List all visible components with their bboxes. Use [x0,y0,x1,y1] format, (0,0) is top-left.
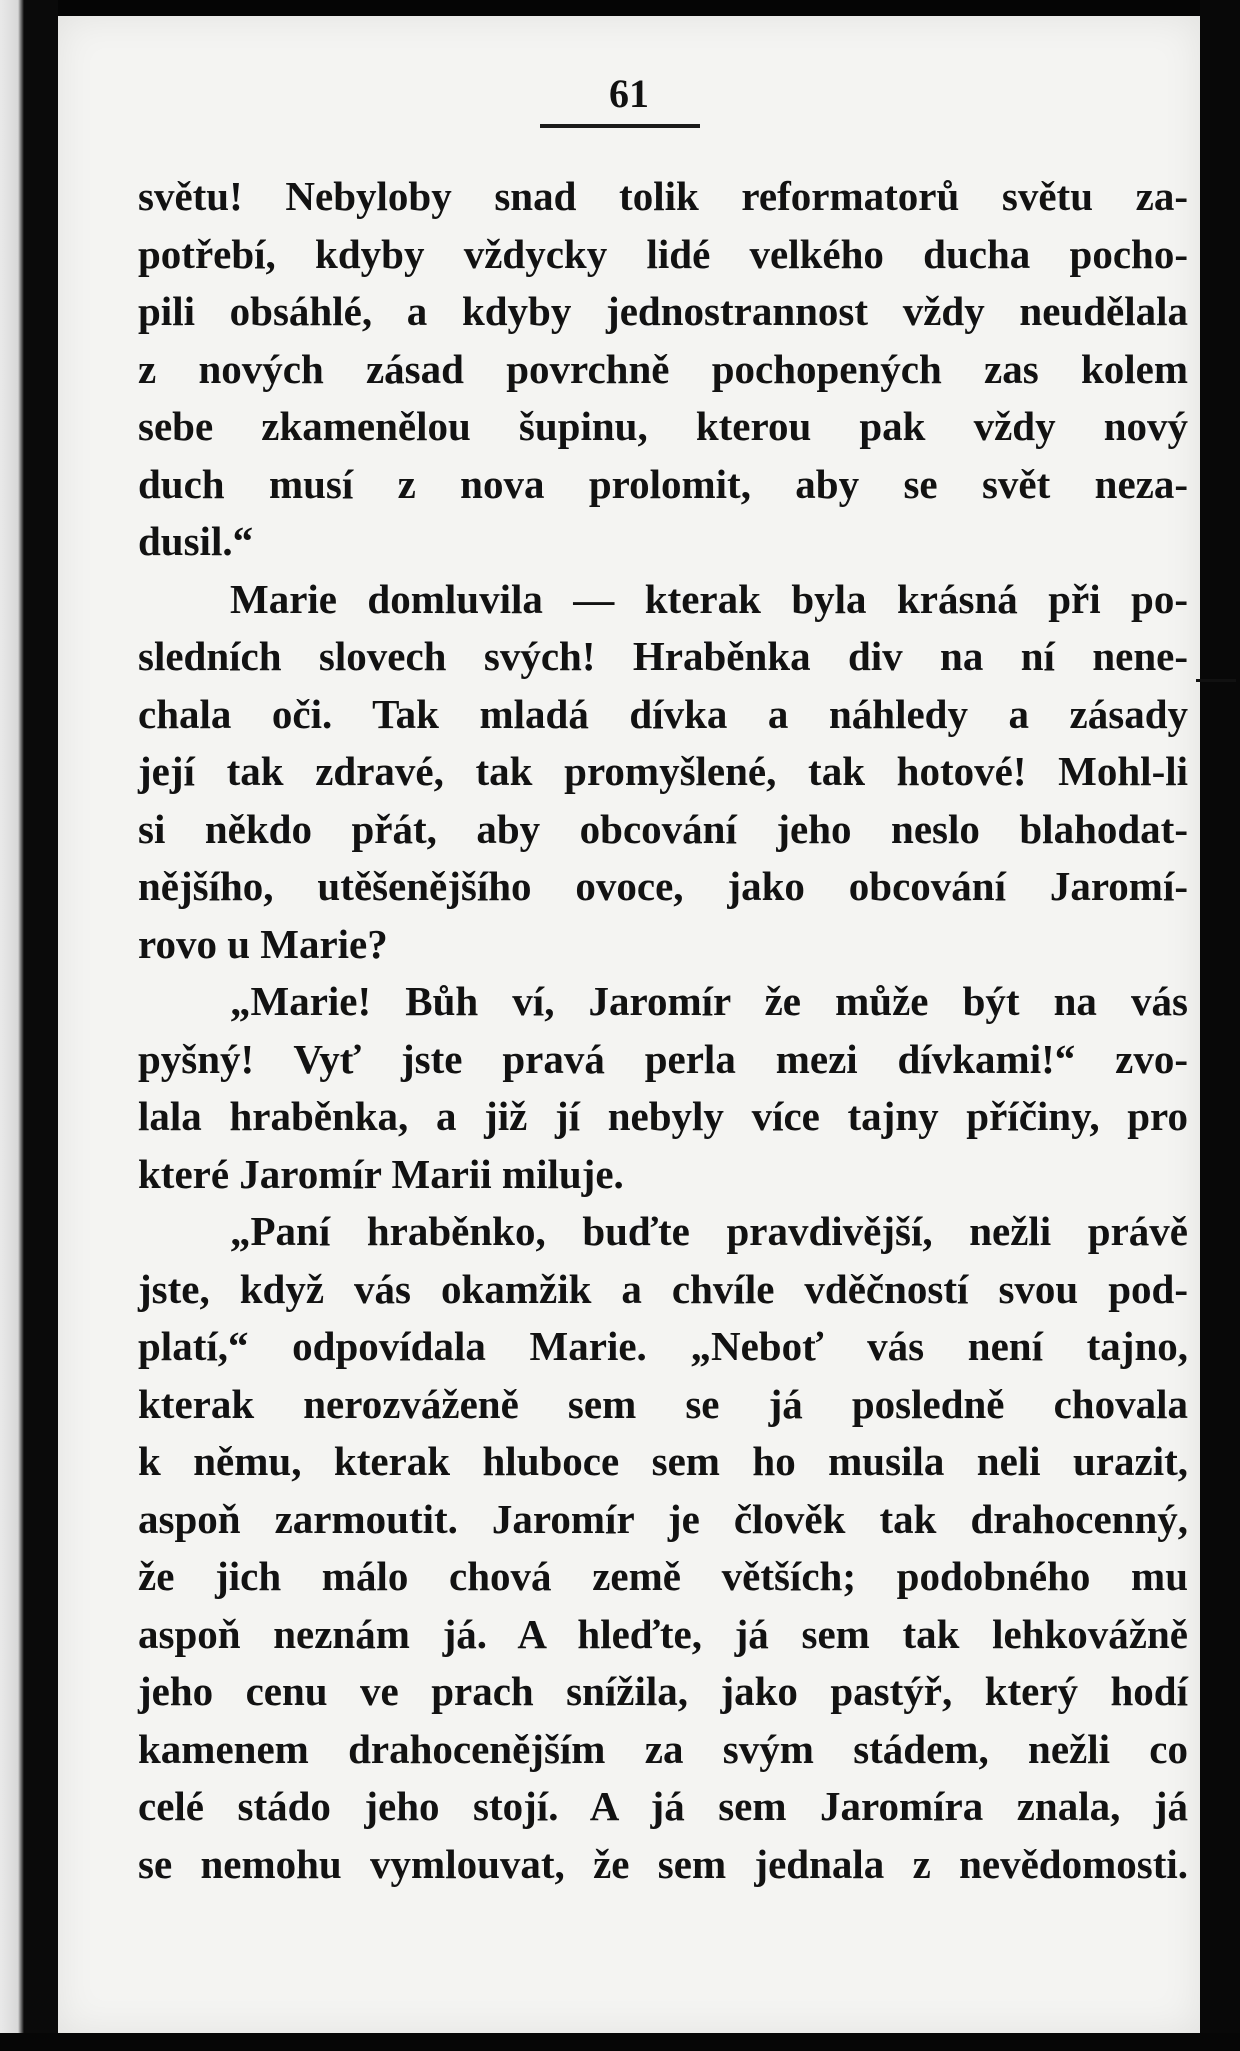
text-line: lala hraběnka, a již jí nebyly více tajny příčiny, pro [138,1093,1188,1139]
scan-border-left [0,0,58,2051]
text-line: nějšího, utěšenějšího ovoce, jako obcování Jaromí- [138,863,1188,909]
text-line: potřebí, kdyby vždycky lidé velkého ducha pocho- [138,230,1188,277]
text-line: se nemohu vymlouvat, že sem jednala z nevědomosti. [138,1840,1188,1887]
page-number-rule [540,124,700,128]
scan-border-top [0,0,1240,16]
text-line: pyšný! Vyť jste pravá perla mezi dívkami!“ zvo- [138,1035,1188,1082]
text-line: Marie domluvila — kterak byla krásná při po- [230,575,1188,622]
text-line: které Jaromír Marii miluje. [138,1150,624,1197]
text-line: „Marie! Bůh ví, Jaromír že může být na vás [230,978,1188,1024]
text-line: aspoň zarmoutit. Jaromír je člověk tak drahocenný, [138,1495,1188,1542]
text-line: aspoň neznám já. A hleďte, já sem tak lehkovážně [138,1610,1188,1657]
text-line: pili obsáhlé, a kdyby jednostrannost vždy neudělala [138,288,1188,334]
text-line: chala oči. Tak mladá dívka a náhledy a zásady [138,690,1188,737]
scan-border-bottom [0,2033,1240,2051]
scan-border-right [1200,0,1240,2051]
text-line: sebe zkamenělou šupinu, kterou pak vždy nový [138,403,1188,449]
body-text [138,168,1188,1893]
text-line: že jich málo chová země větších; podobného mu [138,1553,1188,1599]
text-line: kamenem drahocenějším za svým stádem, nežli co [138,1725,1188,1772]
text-line: sledních slovech svých! Hraběnka div na ní nene- [138,633,1188,679]
text-line: platí,“ odpovídala Marie. „Neboť vás není tajno, [138,1323,1188,1369]
text-line: dusil.“ [138,518,254,564]
book-page [58,16,1200,2033]
text-line: její tak zdravé, tak promyšlené, tak hotové! Mohl-li [138,748,1188,794]
text-line: rovo u Marie? [138,920,388,967]
text-line: si někdo přát, aby obcování jeho neslo blahodat- [138,805,1188,852]
text-line: kterak nerozváženě sem se já posledně chovala [138,1380,1188,1427]
text-line: jste, když vás okamžik a chvíle vděčností svou pod- [138,1265,1188,1312]
text-line: „Paní hraběnko, buďte pravdivější, nežli právě [230,1208,1188,1254]
text-line: duch musí z nova prolomit, aby se svět neza- [138,460,1188,507]
margin-mark [1196,679,1236,682]
text-line: k němu, kterak hluboce sem ho musila neli urazit, [138,1438,1188,1484]
text-line: světu! Nebyloby snad tolik reformatorů světu za- [138,173,1188,219]
text-line: celé stádo jeho stojí. A já sem Jaromíra znala, já [138,1783,1188,1829]
text-line: jeho cenu ve prach snížila, jako pastýř, který hodí [138,1668,1188,1714]
page-number: 61 [609,71,649,116]
text-line: z nových zásad povrchně pochopených zas kolem [138,345,1188,392]
